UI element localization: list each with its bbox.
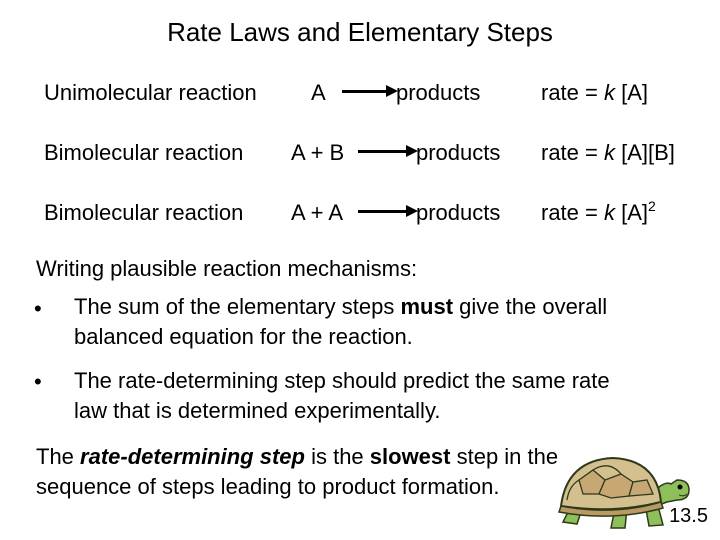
reactants-3: A + A: [291, 200, 343, 225]
rate-law-1: rate = k [A]: [541, 80, 648, 105]
products-3: products: [416, 200, 501, 225]
bullet-text-2: The rate-determining step should predict the same rate law that is determined experimentally.: [74, 368, 610, 423]
rate-exponent: 2: [648, 198, 656, 214]
products-2: products: [416, 140, 501, 165]
reaction-type-1: Unimolecular reaction: [44, 80, 257, 105]
reactants-2: A + B: [291, 140, 345, 165]
reaction-type-2: Bimolecular reaction: [44, 140, 244, 165]
reactants-1: A: [311, 80, 326, 105]
reaction-arrow-1: [342, 85, 398, 97]
reaction-type-3: Bimolecular reaction: [44, 200, 244, 225]
reaction-arrow-3: [358, 205, 418, 217]
slide-title: Rate Laws and Elementary Steps: [167, 17, 553, 47]
definition-paragraph: The rate-determining step is the slowest step in the sequence of steps leading to product formation.: [36, 444, 559, 499]
reaction-arrow-2: [358, 145, 418, 157]
term-rate-determining-step: rate-determining step: [80, 444, 305, 469]
emphasis-slowest: slowest: [369, 444, 451, 469]
bullet-marker-2: •: [34, 369, 42, 394]
bullet-marker-1: •: [34, 296, 42, 321]
rate-law-3: rate = k $[A]^2$: [541, 198, 656, 225]
rate-law-2: rate = k [A][B]: [541, 140, 675, 165]
emphasis-must: must: [400, 294, 454, 319]
products-1: products: [396, 80, 481, 105]
mechanisms-heading: Writing plausible reaction mechanisms:: [36, 256, 418, 281]
page-number: 13.5: [669, 505, 708, 527]
bullet-text-1: The sum of the elementary steps must give the overall balanced equation for the reaction.: [74, 294, 608, 349]
